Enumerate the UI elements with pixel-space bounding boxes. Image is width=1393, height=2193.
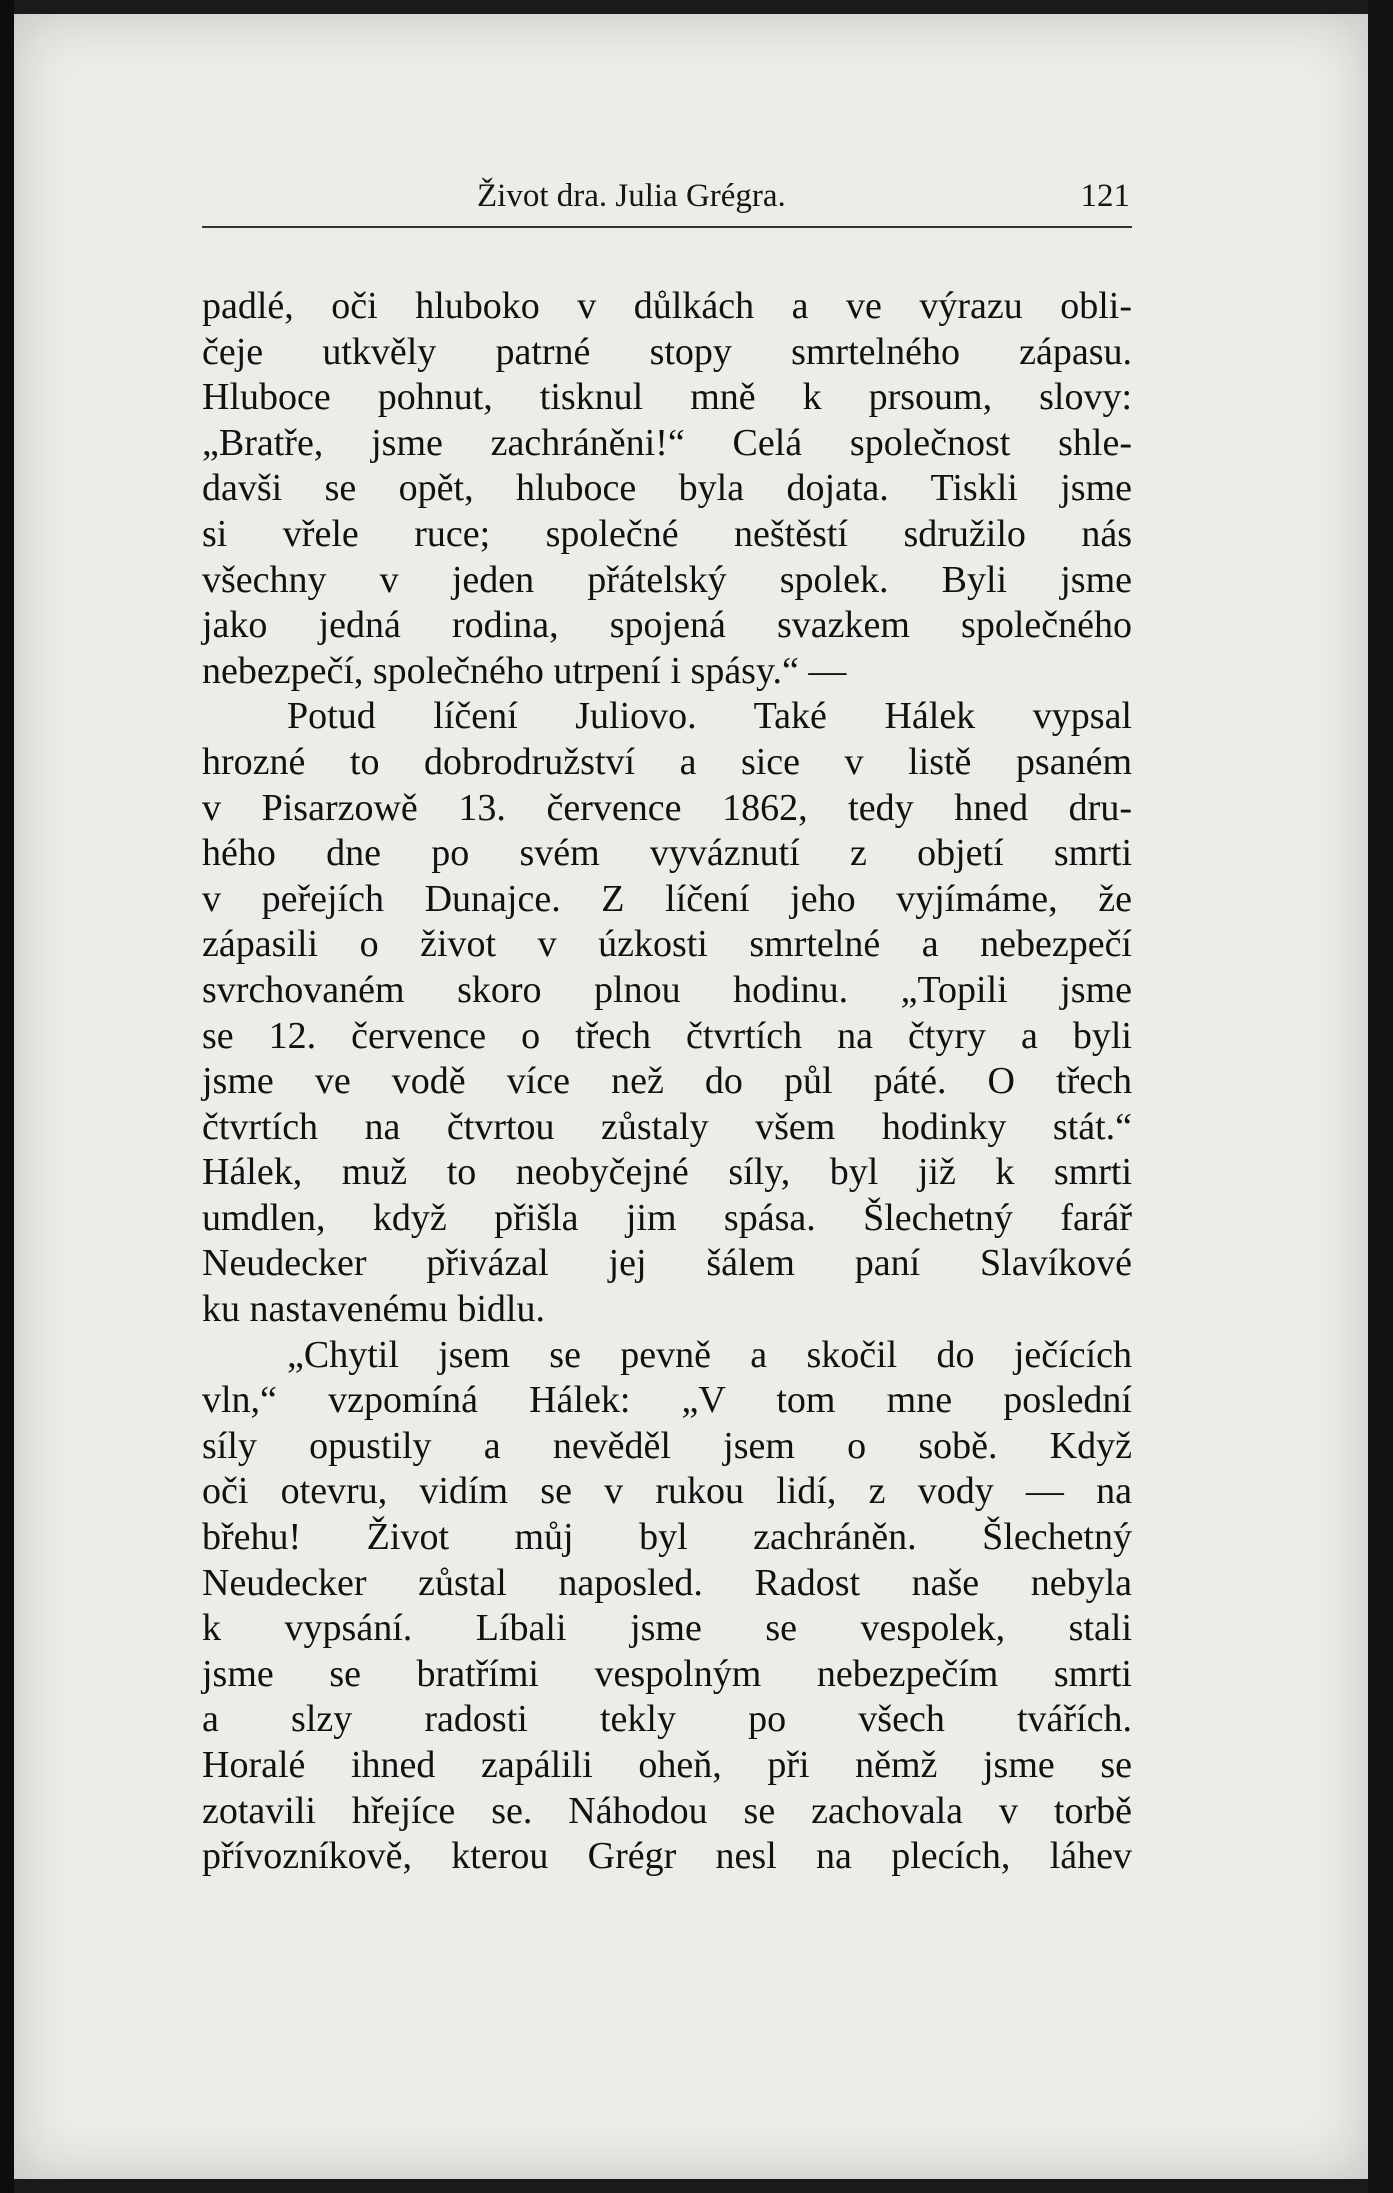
- text-line: umdlen, když přišla jim spása. Šlechetný farář: [202, 1196, 1132, 1239]
- text-line: všechny v jeden přátelský spolek. Byli jsme: [202, 558, 1132, 601]
- text-line: Potud líčení Juliovo. Také Hálek vypsal: [287, 695, 1132, 738]
- text-line: a slzy radosti tekly po všech tvářích.: [202, 1698, 1132, 1741]
- text-line: „Bratře, jsme zachráněni!“ Celá společnost shle-: [202, 421, 1132, 464]
- text-line: si vřele ruce; společné neštěstí sdružilo nás: [202, 512, 1132, 555]
- text-line: zápasili o život v úzkosti smrtelné a nebezpečí: [202, 923, 1132, 966]
- page-number: 121: [1080, 178, 1130, 214]
- header-title: Život dra. Julia Grégra.: [477, 178, 786, 214]
- text-line: oči otevru, vidím se v rukou lidí, z vody — na: [202, 1470, 1132, 1513]
- text-line: Neudecker zůstal naposled. Radost naše nebyla: [202, 1561, 1132, 1604]
- text-line: se 12. července o třech čtvrtích na čtyry a byli: [202, 1014, 1132, 1057]
- text-line: padlé, oči hluboko v důlkách a ve výrazu obli-: [202, 285, 1132, 327]
- text-line: „Chytil jsem se pevně a skočil do ječících: [287, 1333, 1132, 1376]
- text-line: nebezpečí, společného utrpení i spásy.“ —: [202, 649, 847, 692]
- running-header: [190, 178, 1130, 228]
- text-line: břehu! Život můj byl zachráněn. Šlechetný: [202, 1516, 1132, 1559]
- text-line: v peřejích Dunajce. Z líčení jeho vyjímáme, že: [202, 877, 1132, 920]
- scan-left-edge: [0, 0, 14, 2193]
- header-rule: [202, 226, 1132, 228]
- text-line: hrozné to dobrodružství a sice v listě psaném: [202, 740, 1132, 783]
- text-line: k vypsání. Líbali jsme se vespolek, stali: [202, 1607, 1132, 1650]
- text-line: Horalé ihned zapálili oheň, při němž jsme se: [202, 1744, 1132, 1786]
- text-line: jsme se bratřími vespolným nebezpečím smrti: [202, 1652, 1132, 1695]
- text-line: síly opustily a nevěděl jsem o sobě. Když: [202, 1424, 1132, 1467]
- text-line: jsme ve vodě více než do půl páté. O třech: [202, 1060, 1132, 1103]
- text-line: čeje utkvěly patrné stopy smrtelného zápasu.: [202, 330, 1132, 373]
- scan-right-edge: [1368, 0, 1393, 2193]
- text-line: v Pisarzowě 13. července 1862, tedy hned dru-: [202, 786, 1132, 829]
- text-line: ku nastavenému bidlu.: [202, 1288, 545, 1331]
- text-line: přívozníkově, kterou Grégr nesl na plecích, láhev: [202, 1835, 1132, 1878]
- text-line: Neudecker přivázal jej šálem paní Slavíkové: [202, 1242, 1132, 1285]
- text-line: vln,“ vzpomíná Hálek: „V tom mne poslední: [202, 1379, 1132, 1422]
- text-line: zotavili hřejíce se. Náhodou se zachovala v torbě: [202, 1789, 1132, 1832]
- text-line: svrchovaném skoro plnou hodinu. „Topili jsme: [202, 968, 1132, 1011]
- text-line: jako jedná rodina, spojená svazkem společného: [202, 604, 1132, 647]
- text-line: davši se opět, hluboce byla dojata. Tiskli jsme: [202, 467, 1132, 510]
- text-line: Hálek, muž to neobyčejné síly, byl již k smrti: [202, 1151, 1132, 1194]
- body-text: [202, 284, 1132, 1880]
- text-line: čtvrtích na čtvrtou zůstaly všem hodinky stát.“: [202, 1105, 1132, 1148]
- text-line: hého dne po svém vyváznutí z objetí smrti: [202, 832, 1132, 875]
- text-line: Hluboce pohnut, tisknul mně k prsoum, slovy:: [202, 376, 1132, 419]
